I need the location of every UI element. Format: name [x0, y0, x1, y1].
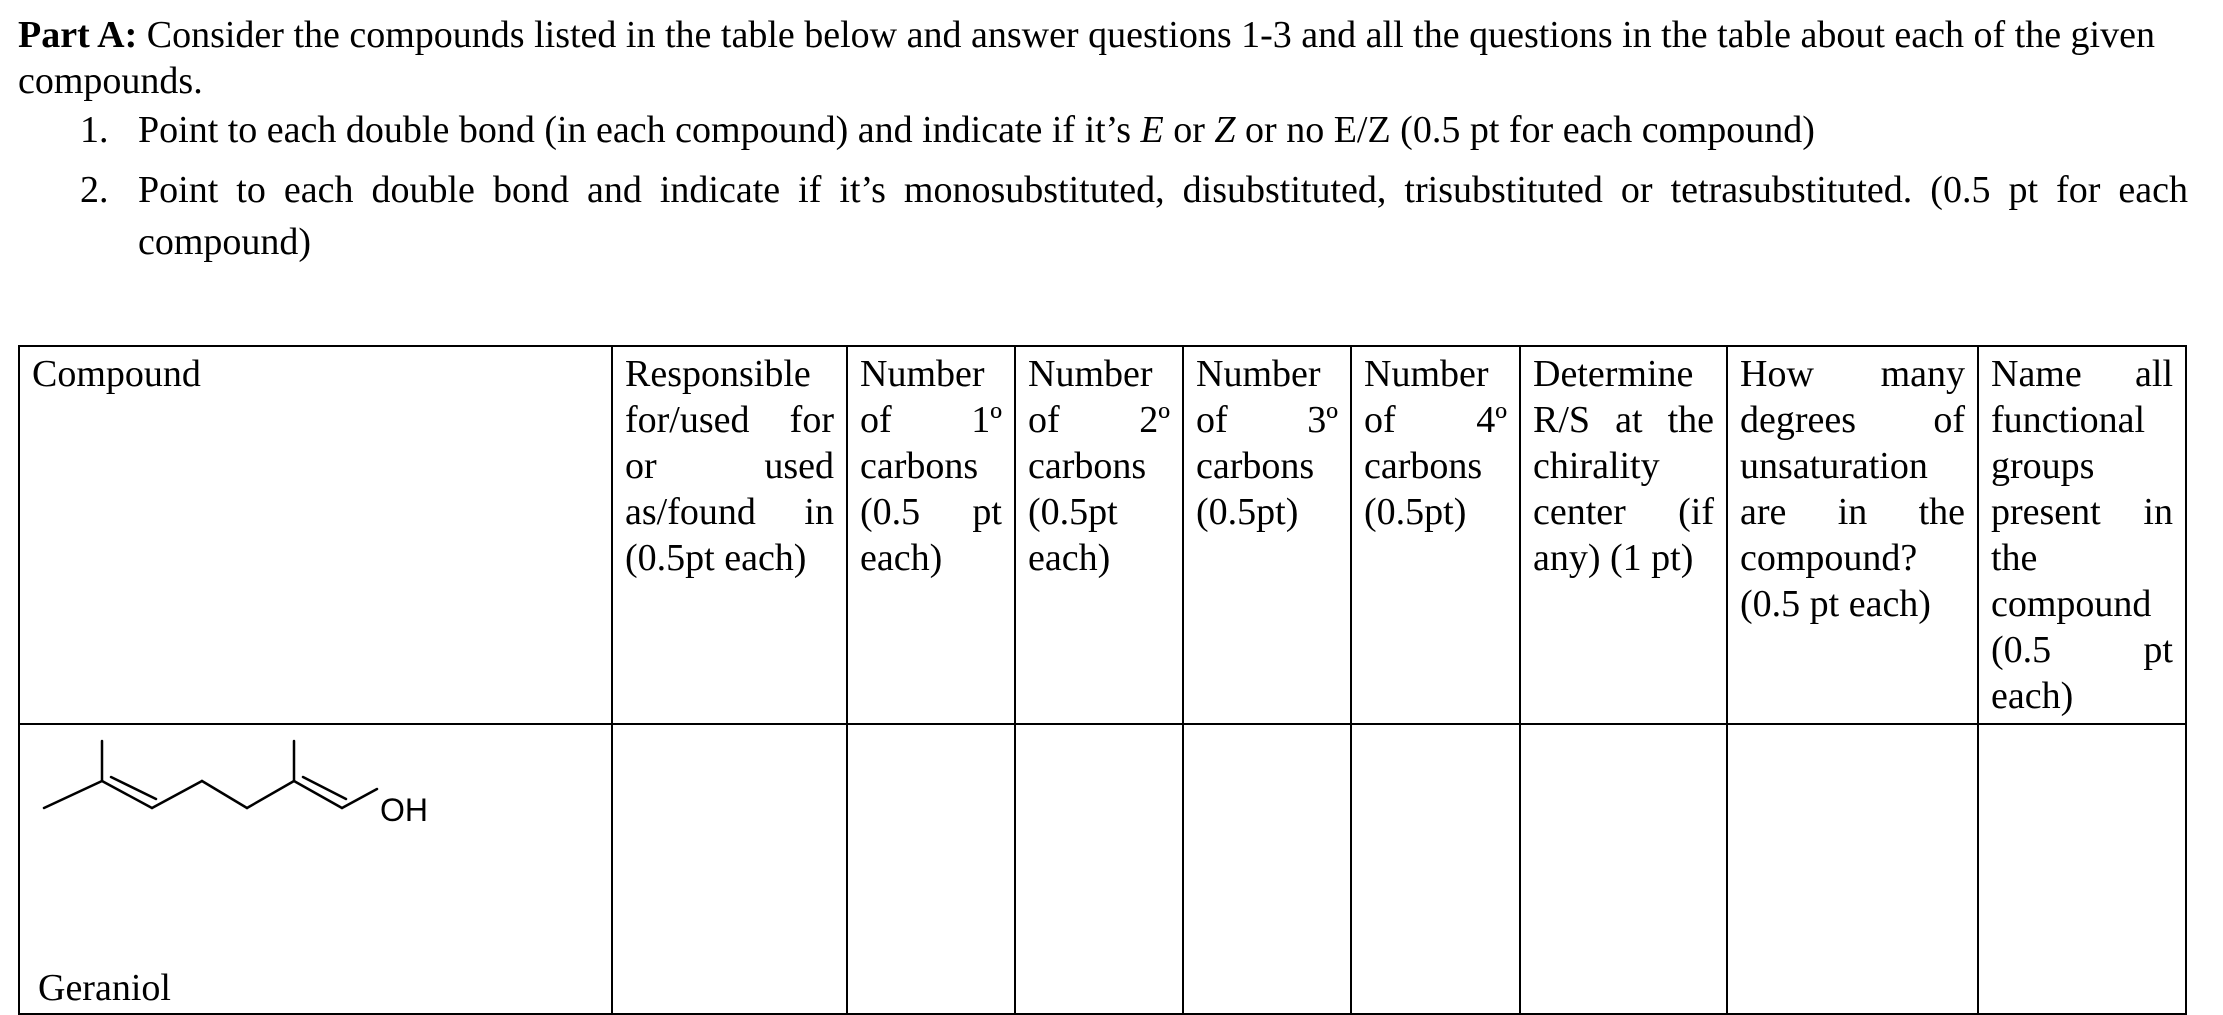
cell-functional-groups[interactable] [1978, 724, 2186, 1014]
header-primary-carbons: Number of 1º carbons (0.5 pt each) [847, 346, 1015, 724]
part-label: Part A: [18, 14, 138, 56]
part-a-intro [18, 12, 2188, 104]
compound-name: Geraniol [38, 967, 171, 1009]
header-functional-groups: Name all functional groups present in the compound (0.5 pt each) [1978, 346, 2186, 724]
question-text: Point to each double bond and indicate if it’s monosubstituted, disubstituted, trisubstituted or tetrasubstituted. (0.5 pt for each compound) [138, 169, 2188, 263]
header-tertiary-carbons: Number of 3º carbons (0.5pt) [1183, 346, 1351, 724]
geraniol-structure [32, 733, 432, 843]
cell-quaternary-carbons[interactable] [1351, 724, 1520, 1014]
question-number: 1. [80, 109, 109, 151]
instructions [18, 12, 2188, 268]
question-list [18, 104, 2188, 268]
cell-secondary-carbons[interactable] [1015, 724, 1183, 1014]
cell-degrees-unsaturation[interactable] [1727, 724, 1978, 1014]
question-1 [18, 104, 2188, 156]
header-quaternary-carbons: Number of 4º carbons (0.5pt) [1351, 346, 1520, 724]
cell-responsible-for[interactable] [612, 724, 847, 1014]
question-number: 2. [80, 169, 109, 211]
question-text: or [1163, 109, 1215, 151]
table-row [19, 724, 2186, 1014]
italic-e: E [1140, 109, 1164, 151]
question-2 [18, 164, 2188, 268]
header-secondary-carbons: Number of 2º carbons (0.5pt each) [1015, 346, 1183, 724]
italic-z: Z [1214, 109, 1236, 151]
header-responsible-for: Responsible for/used for or used as/found in (0.5pt each) [612, 346, 847, 724]
header-degrees-unsaturation: How many degrees of unsaturation are in the compound? (0.5 pt each) [1727, 346, 1978, 724]
question-text: or no E/Z (0.5 pt for each compound) [1235, 109, 1815, 151]
cell-rs-chirality[interactable] [1520, 724, 1727, 1014]
oh-label: OH [380, 792, 428, 828]
compound-cell [19, 724, 612, 1014]
question-text: Point to each double bond (in each compound) and indicate if it’s [138, 109, 1141, 151]
compound-table [18, 345, 2187, 1015]
part-text: Consider the compounds listed in the table below and answer questions 1-3 and all the questions in the table about each of the given compounds. [18, 14, 2155, 102]
cell-tertiary-carbons[interactable] [1183, 724, 1351, 1014]
header-row [19, 346, 2186, 724]
header-compound: Compound [19, 346, 612, 724]
header-rs-chirality: Determine R/S at the chirality center (if any) (1 pt) [1520, 346, 1727, 724]
cell-primary-carbons[interactable] [847, 724, 1015, 1014]
